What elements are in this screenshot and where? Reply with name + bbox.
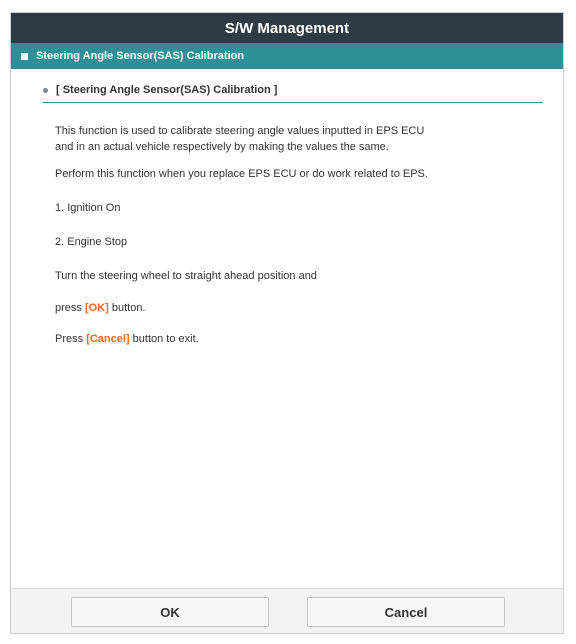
press-ok-prefix: press bbox=[55, 302, 85, 314]
content-area bbox=[11, 69, 563, 591]
section-heading-text: [ Steering Angle Sensor(SAS) Calibration ] bbox=[56, 84, 278, 96]
section-heading bbox=[43, 84, 543, 103]
square-bullet-icon bbox=[21, 53, 28, 60]
function-header bbox=[11, 43, 563, 69]
description-line-1: This function is used to calibrate steering angle values inputted in EPS ECU bbox=[55, 125, 425, 137]
instruction-press-ok bbox=[55, 300, 535, 316]
instruction-press-cancel bbox=[55, 331, 535, 347]
function-title: Steering Angle Sensor(SAS) Calibration bbox=[36, 50, 245, 62]
description-line-2: and in an actual vehicle respectively by making the values the same. bbox=[55, 141, 389, 153]
step-1: 1. Ignition On bbox=[55, 202, 121, 214]
press-cancel-prefix: Press bbox=[55, 333, 87, 345]
press-cancel-suffix: button to exit. bbox=[129, 333, 199, 345]
dialog-title: S/W Management bbox=[224, 19, 350, 37]
description-paragraph bbox=[55, 123, 535, 155]
dialog-titlebar bbox=[11, 13, 563, 43]
press-ok-suffix: button. bbox=[108, 302, 146, 314]
bullet-icon bbox=[43, 88, 48, 93]
sw-management-dialog bbox=[10, 12, 564, 634]
instruction-turn-wheel: Turn the steering wheel to straight ahead position and bbox=[55, 270, 317, 282]
ok-button[interactable]: OK bbox=[71, 597, 269, 627]
instruction-replace: Perform this function when you replace EPS ECU or do work related to EPS. bbox=[55, 168, 428, 180]
cancel-button[interactable]: Cancel bbox=[307, 597, 505, 627]
ok-highlight: [OK] bbox=[84, 302, 109, 314]
cancel-highlight: [Cancel] bbox=[86, 333, 130, 345]
step-2: 2. Engine Stop bbox=[55, 236, 128, 248]
button-bar bbox=[11, 588, 563, 633]
